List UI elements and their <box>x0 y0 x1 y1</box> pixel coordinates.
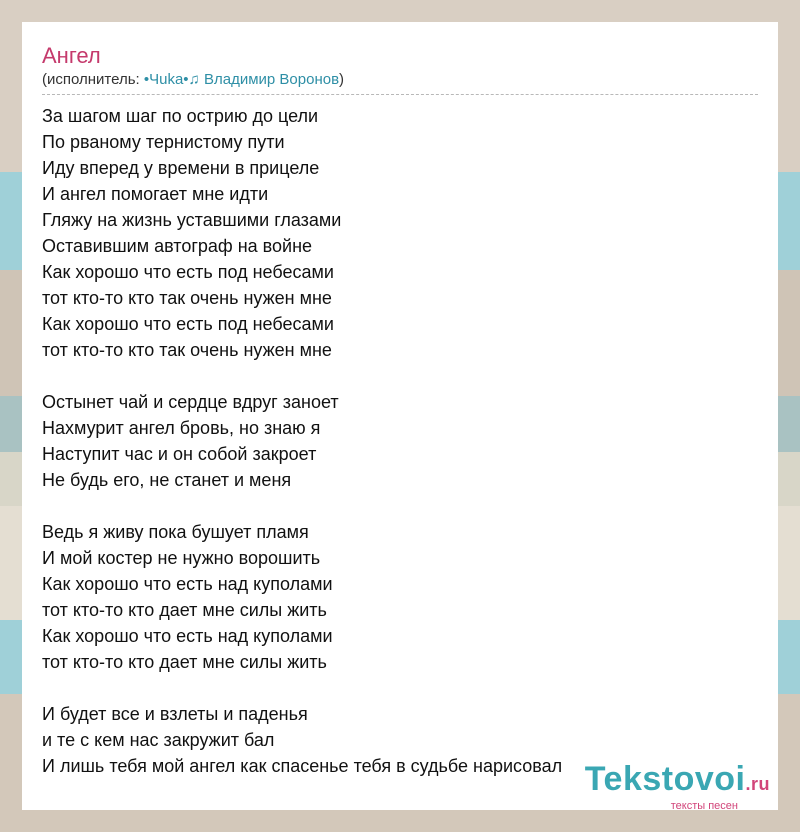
lyrics-stanza <box>42 519 758 675</box>
lyrics-line: Оставившим автограф на войне <box>42 236 313 256</box>
lyrics-line: тот кто-то кто дает мне силы жить <box>42 600 327 620</box>
lyrics-line: тот кто-то кто так очень нужен мне <box>42 288 332 308</box>
lyrics-line: И ангел помогает мне идти <box>42 184 269 204</box>
lyrics-line: И мой костер не нужно ворошить <box>42 548 321 568</box>
artist-link[interactable]: •Чuka•♫ Владимир Воронов <box>143 71 340 88</box>
watermark-logo <box>585 761 770 812</box>
lyrics-line: Остынет чай и сердце вдруг заноет <box>42 392 339 412</box>
lyrics-line: Как хорошо что есть над куполами <box>42 626 333 646</box>
lyrics-line: И лишь тебя мой ангел как спасенье тебя в судьбе нарисовал <box>42 756 563 776</box>
lyrics-line: тот кто-то кто так очень нужен мне <box>42 340 332 360</box>
lyrics-line: Не будь его, не станет и меня <box>42 470 292 490</box>
watermark-brand-text: Tekstovoi <box>584 760 746 798</box>
lyrics-line: И будет все и взлеты и паденья <box>42 704 308 724</box>
lyrics-line: и те с кем нас закружит бал <box>42 730 275 750</box>
lyrics-card <box>22 22 778 810</box>
song-title: Ангел <box>42 43 101 68</box>
performer-suffix: ) <box>339 71 345 88</box>
lyrics-line: Нахмурит ангел бровь, но знаю я <box>42 418 321 438</box>
lyrics-line: Ведь я живу пока бушует пламя <box>42 522 309 542</box>
lyrics-line: Как хорошо что есть под небесами <box>42 262 334 282</box>
lyrics-stanza <box>42 389 758 493</box>
watermark-tagline: тексты песен <box>670 800 738 812</box>
lyrics-body <box>42 103 758 779</box>
lyrics-line: Как хорошо что есть над куполами <box>42 574 333 594</box>
performer-prefix: (исполнитель: <box>42 71 144 88</box>
watermark-tld: .ru <box>745 774 770 794</box>
divider <box>42 94 758 95</box>
lyrics-line: Гляжу на жизнь уставшими глазами <box>42 210 342 230</box>
lyrics-line: тот кто-то кто дает мне силы жить <box>42 652 327 672</box>
lyrics-line: Как хорошо что есть под небесами <box>42 314 334 334</box>
lyrics-line: По рваному тернистому пути <box>42 132 285 152</box>
lyrics-line: Иду вперед у времени в прицеле <box>42 158 320 178</box>
watermark-brand <box>585 761 770 802</box>
lyrics-line: За шагом шаг по острию до цели <box>42 106 319 126</box>
lyrics-stanza <box>42 103 758 363</box>
performer-line <box>42 70 758 90</box>
lyrics-line: Наступит час и он собой закроет <box>42 444 317 464</box>
